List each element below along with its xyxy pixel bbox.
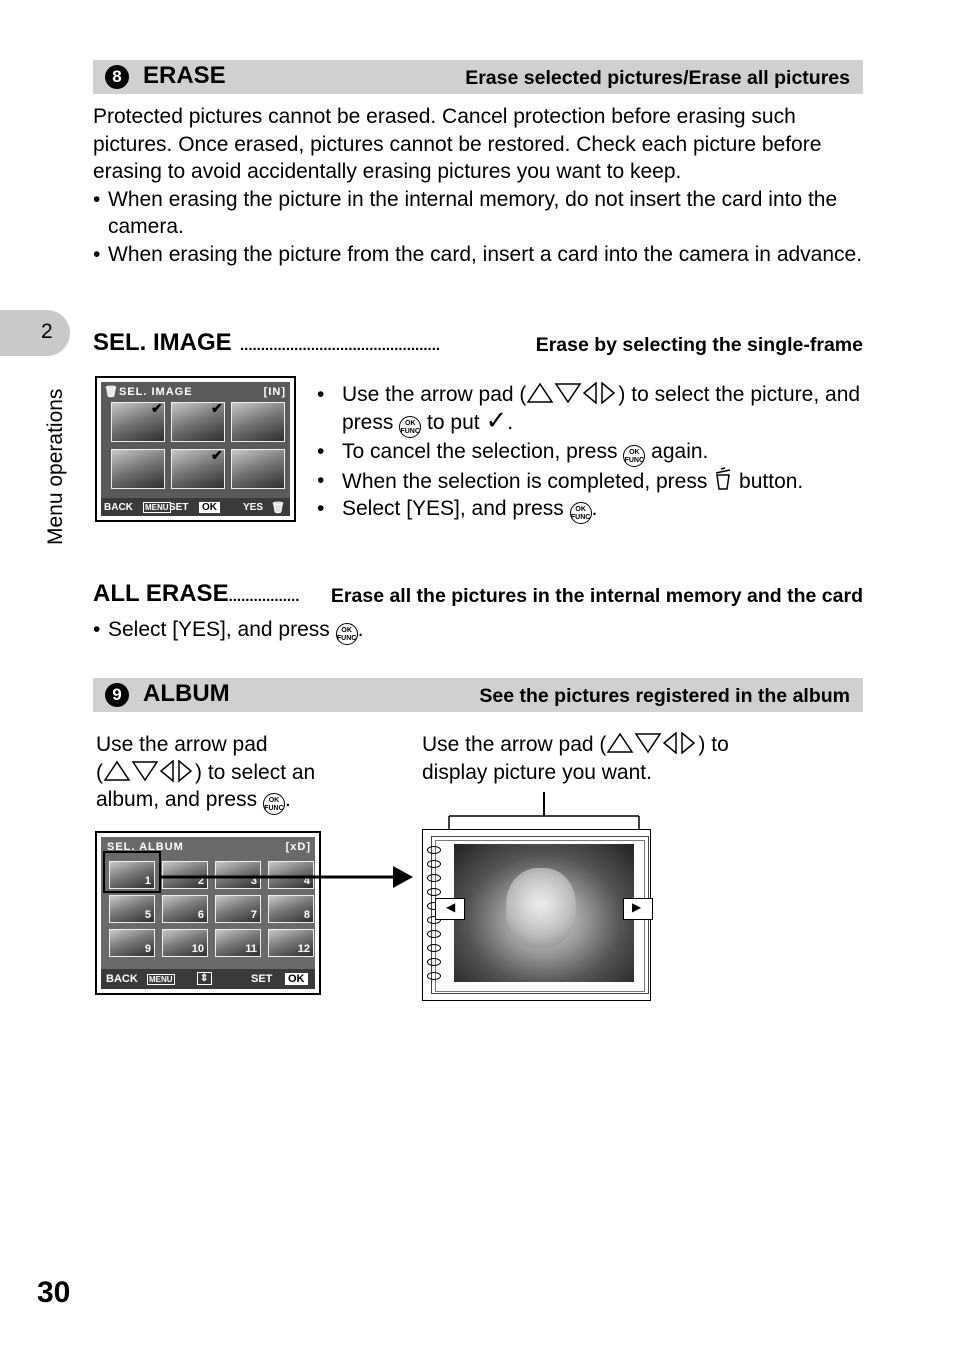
instruction-line: display picture you want.: [422, 760, 652, 784]
set-label: SET: [251, 973, 273, 985]
album-header: [93, 678, 863, 712]
step-text: .: [507, 410, 514, 434]
step-text: To cancel the selection, press: [342, 439, 618, 463]
step-item: [317, 467, 867, 496]
set-label: SET: [169, 502, 189, 513]
next-page-button[interactable]: [623, 898, 653, 920]
album-photo: [454, 844, 634, 982]
ok-badge: OK: [285, 973, 308, 985]
album-number: 2: [197, 875, 204, 887]
step-text: Select [YES], and press: [108, 618, 330, 641]
erase-body: [93, 103, 868, 268]
sel-image-steps: [317, 381, 867, 524]
album-number: 1: [144, 875, 151, 887]
album-number: 6: [197, 909, 204, 921]
section-number-badge: 9: [105, 683, 129, 707]
ok-func-icon: OK FUNC: [623, 445, 645, 467]
erase-icon: 🗑: [271, 502, 286, 514]
binder-ring-icon: [427, 958, 441, 966]
ok-func-icon: OK FUNC: [399, 416, 421, 438]
step-text: Select [YES], and press: [342, 497, 564, 520]
back-label: BACK: [104, 502, 133, 513]
ok-func-icon: OK FUNC: [570, 502, 592, 524]
step-text: .: [357, 618, 364, 641]
leader-dots: .................: [228, 588, 300, 605]
binder-ring-icon: [427, 860, 441, 868]
memory-indicator: [xD]: [285, 841, 311, 853]
step-text: Use the arrow pad (: [342, 383, 527, 406]
check-icon: ✔: [211, 447, 223, 463]
prev-page-button[interactable]: [435, 898, 465, 920]
erase-bullet: • When erasing the picture in the internal memory, do not insert the card into the camera.: [93, 186, 868, 241]
binder-ring-icon: [427, 930, 441, 938]
binder-ring-icon: [427, 888, 441, 896]
album-number: 3: [250, 875, 257, 887]
album-right-instructions: [422, 731, 802, 786]
instruction-line: Use the arrow pad ( ) to: [422, 733, 729, 756]
erase-header: [93, 60, 863, 94]
trash-icon: [713, 467, 733, 491]
all-erase-title: ALL ERASE: [93, 580, 229, 607]
album-number: 7: [250, 909, 257, 921]
chapter-number: 2: [41, 320, 53, 343]
step-item: [317, 381, 867, 438]
erase-title: ERASE: [143, 62, 226, 89]
instruction-line: Use the arrow pad: [96, 733, 268, 756]
zoom-icon: ⇕: [197, 972, 212, 985]
sel-image-subtitle: Erase by selecting the single-frame: [535, 334, 863, 356]
binder-ring-icon: [427, 846, 441, 854]
binder-ring-icon: [427, 972, 441, 980]
binder-ring-icon: [427, 874, 441, 882]
instruction-line: album, and press OK FUNC.: [96, 786, 396, 815]
album-number: 12: [297, 943, 310, 955]
step-text: again.: [651, 439, 709, 463]
left-arrow-icon: ◀: [446, 900, 456, 914]
sel-image-title: SEL. IMAGE: [93, 329, 232, 356]
instruction-line: ( ) to select an: [96, 760, 316, 784]
leader-dots: ................................................: [240, 337, 441, 354]
album-number: 9: [144, 943, 151, 955]
back-label: BACK: [106, 973, 138, 985]
erase-intro: Protected pictures cannot be erased. Cancel protection before erasing such pictures. Once erased, pictures cannot be restored. Check each picture before erasing to avoid accidentally erasing pictures you want to keep.: [93, 105, 822, 183]
ok-func-icon: OK FUNC: [263, 793, 285, 815]
step-text: press: [342, 410, 394, 434]
menu-badge: MENU: [149, 975, 173, 984]
sel-image-screen: [95, 376, 296, 522]
chapter-label: Menu operations: [44, 388, 67, 545]
erase-icon: 🗑: [104, 386, 119, 398]
album-title: ALBUM: [143, 680, 230, 707]
page-number: 30: [37, 1276, 71, 1309]
all-erase-heading: [93, 580, 863, 612]
album-number: 4: [303, 875, 310, 887]
arrow-pad-icon: [103, 760, 195, 782]
menu-badge: MENU: [145, 503, 169, 512]
ok-func-icon: OK FUNC: [336, 623, 358, 645]
all-erase-step: [93, 616, 593, 645]
album-number: 10: [191, 943, 204, 955]
sel-image-heading: [93, 329, 863, 361]
chapter-tab: [0, 310, 70, 356]
binder-ring-icon: [427, 944, 441, 952]
erase-bullet: • When erasing the picture from the card, insert a card into the camera in advance.: [93, 241, 868, 269]
erase-subtitle: Erase selected pictures/Erase all pictures: [465, 67, 850, 89]
step-text: ) to select the picture, and: [618, 383, 861, 406]
ok-badge: OK: [199, 502, 220, 513]
album-number: 11: [245, 943, 257, 955]
arrow-pad-icon: [526, 382, 618, 404]
step-text: button.: [739, 469, 804, 493]
check-icon: ✔: [151, 400, 163, 416]
checkmark-icon: ✓: [485, 404, 508, 435]
step-text: to put: [427, 410, 480, 434]
step-text: .: [591, 497, 598, 520]
screen-title: SEL. IMAGE: [119, 386, 193, 398]
album-number: 5: [144, 909, 151, 921]
yes-label: YES: [243, 502, 264, 513]
thumbnail: [111, 449, 165, 489]
thumbnail: [231, 402, 285, 442]
album-number: 8: [303, 909, 310, 921]
check-icon: ✔: [211, 400, 223, 416]
memory-indicator: [IN]: [263, 386, 286, 398]
step-item: [317, 438, 867, 467]
thumbnail: [231, 449, 285, 489]
arrow-pad-icon: [606, 732, 698, 754]
album-subtitle: See the pictures registered in the album: [479, 685, 850, 707]
right-arrow-icon: ▶: [632, 900, 642, 914]
screen-title: SEL. ALBUM: [107, 841, 184, 853]
step-text: When the selection is completed, press: [342, 469, 708, 493]
section-number-badge: 8: [105, 65, 129, 89]
step-item: [317, 495, 867, 524]
all-erase-subtitle: Erase all the pictures in the internal memory and the card: [330, 585, 863, 607]
album-page-view: [422, 829, 651, 1001]
